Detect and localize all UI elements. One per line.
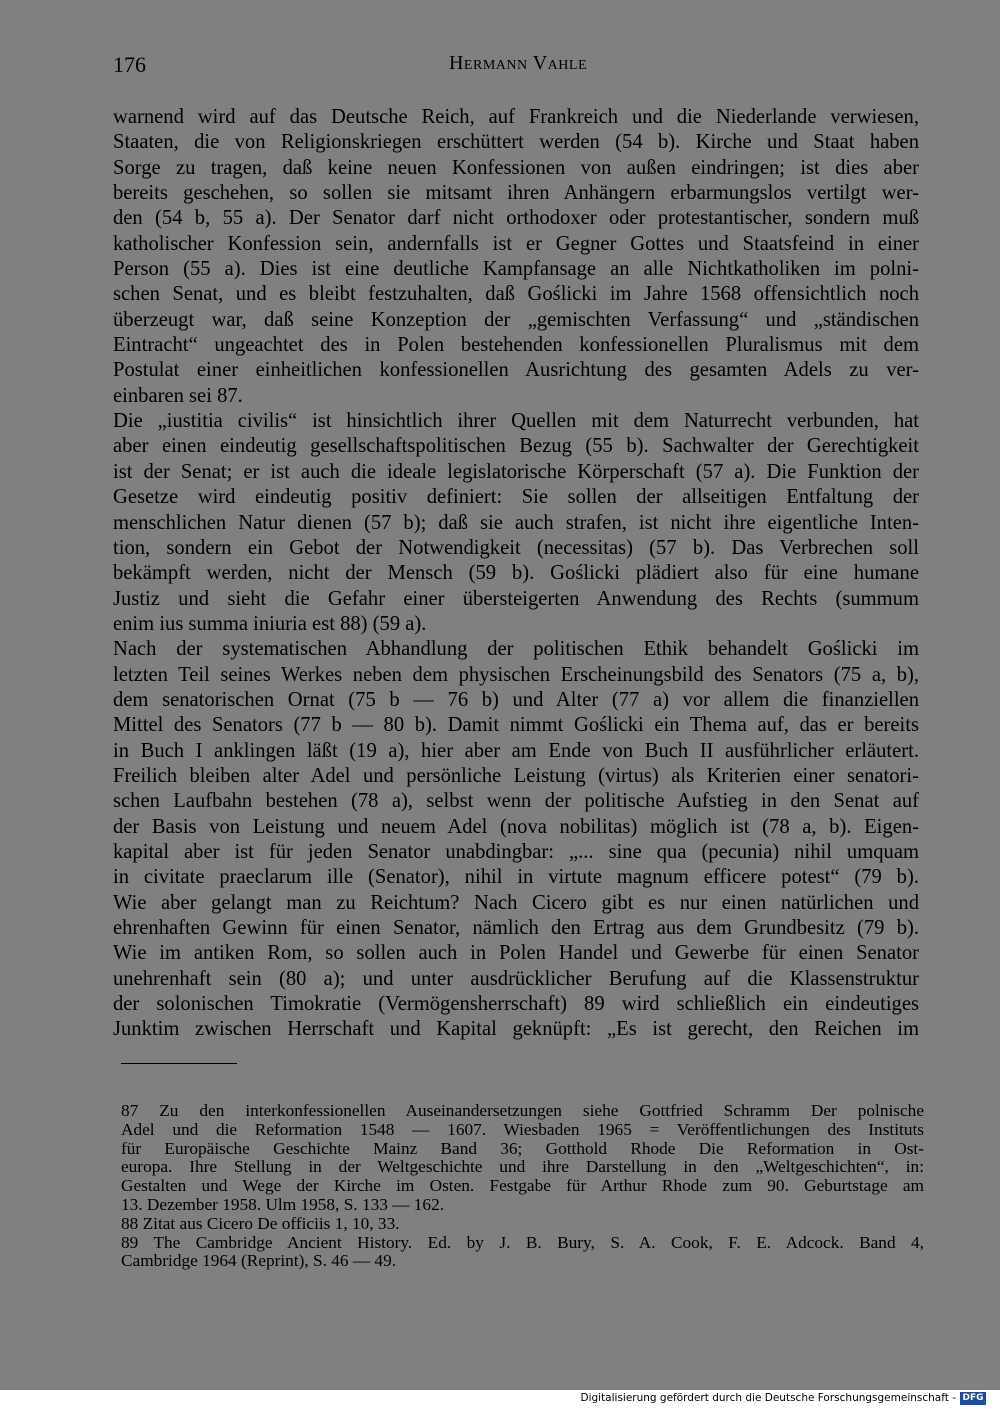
body-line: überzeugt war, daß seine Konzeption der „gemischten Verfassung“ und „ständischen xyxy=(113,308,919,331)
body-line: letzten Teil seines Werkes neben dem physischen Erscheinungsbild des Senators (75 a, b), xyxy=(113,663,919,686)
footnote-line: Gestalten und Wege der Kirche im Osten. Festgabe für Arthur Rhode zum 90. Geburtstage am xyxy=(121,1176,924,1196)
body-line: in Buch I anklingen läßt (19 a), hier aber am Ende von Buch II ausführlicher erläutert. xyxy=(113,739,919,762)
footnote-line: europa. Ihre Stellung in der Weltgeschichte und ihre Darstellung in den „Weltgeschichten“, in: xyxy=(121,1157,924,1177)
footnote-line: 88 Zitat aus Cicero De officiis 1, 10, 33. xyxy=(121,1213,400,1233)
body-line: warnend wird auf das Deutsche Reich, auf Frankreich und die Niederlande verwiesen, xyxy=(113,106,919,128)
footnote-line: Cambridge 1964 (Reprint), S. 46 — 49. xyxy=(121,1251,397,1271)
footnote-line: 13. Dezember 1958. Ulm 1958, S. 133 — 162. xyxy=(121,1194,445,1214)
body-line: einbaren sei 87. xyxy=(113,384,243,407)
footnote-line: 89 The Cambridge Ancient History. Ed. by J. B. Bury, S. A. Cook, F. E. Adcock. Band 4, xyxy=(121,1232,924,1252)
body-line: bekämpft werden, nicht der Mensch (59 b). Goślicki plädiert also für eine humane xyxy=(113,562,919,585)
body-line: Mittel des Senators (77 b — 80 b). Damit nimmt Goślicki ein Thema auf, das er bereits xyxy=(113,714,919,737)
body-line: Wie im antiken Rom, so sollen auch in Polen Handel und Gewerbe für einen Senator xyxy=(113,942,919,965)
body-line: menschlichen Natur dienen (57 b); daß sie auch strafen, ist nicht ihre eigentliche Inten- xyxy=(113,511,919,534)
footnote-line: für Europäische Geschichte Mainz Band 36; Gotthold Rhode Die Reformation in Ost- xyxy=(121,1138,924,1158)
body-line: unehrenhaft sein (80 a); und unter ausdrücklicher Berufung auf die Klassenstruktur xyxy=(113,967,919,990)
body-line: aber einen eindeutig gesellschaftspolitischen Bezug (55 b). Sachwalter der Gerechtigkeit xyxy=(113,435,919,458)
body-line: Justiz und sieht die Gefahr einer übersteigerten Anwendung des Rechts (summum xyxy=(113,587,919,610)
body-line: Die „iustitia civilis“ ist hinsichtlich ihrer Quellen mit dem Naturrecht verbunden, hat xyxy=(113,410,919,433)
body-line: tion, sondern ein Gebot der Notwendigkeit (necessitas) (57 b). Das Verbrechen soll xyxy=(113,536,919,559)
body-line: katholischer Konfession sein, andernfalls ist er Gegner Gottes und Staatsfeind in einer xyxy=(113,232,919,255)
digitization-credit: Digitalisierung gefördert durch die Deutsche Forschungsgemeinschaft - xyxy=(580,1392,956,1404)
page-header xyxy=(113,50,923,80)
body-line: der solonischen Timokratie (Vermögensherrschaft) 89 wird schließlich ein eindeutiges xyxy=(113,993,919,1016)
body-line: Gesetze wird eindeutig positiv definiert: Sie sollen der allseitigen Entfaltung der xyxy=(113,486,919,509)
page-number: 176 xyxy=(113,52,146,77)
footnote-line: Adel und die Reformation 1548 — 1607. Wiesbaden 1965 = Veröffentlichungen des Instituts xyxy=(121,1119,924,1139)
body-line: ist der Senat; er ist auch die ideale legislatorische Körperschaft (57 a). Die Funktion der xyxy=(113,460,919,483)
body-line: bereits geschehen, so sollen sie mitsamt ihren Anhängern erbarmungslos vertilgt wer- xyxy=(113,182,919,205)
body-line: Postulat einer einheitlichen konfessionellen Ausrichtung des gesamten Adels zu ver- xyxy=(113,359,919,382)
body-line: Freilich bleiben alter Adel und persönliche Leistung (virtus) als Kriterien einer senatori- xyxy=(113,764,919,787)
body-line: Sorge zu tragen, daß keine neuen Konfessionen von außen eindringen; ist dies aber xyxy=(113,156,919,179)
body-line: Nach der systematischen Abhandlung der politischen Ethik behandelt Goślicki im xyxy=(113,638,919,661)
footnote-line: 87 Zu den interkonfessionellen Auseinandersetzungen siehe Gottfried Schramm Der polnische xyxy=(121,1101,924,1120)
footnotes xyxy=(121,1102,924,1271)
body-line: Junktim zwischen Herrschaft und Kapital geknüpft: „Es ist gerecht, den Reichen im xyxy=(113,1018,919,1041)
body-line: ehrenhaften Gewinn für einen Senator, nämlich den Ertrag aus dem Grundbesitz (79 b). xyxy=(113,917,919,939)
body-line: schen Senat, und es bleibt festzuhalten, daß Goślicki im Jahre 1568 offensichtlich noch xyxy=(113,283,919,306)
body-line: Eintracht“ ungeachtet des in Polen bestehenden konfessionellen Pluralismus mit dem xyxy=(113,334,919,357)
body-line: schen Laufbahn bestehen (78 a), selbst wenn der politische Aufstieg in den Senat auf xyxy=(113,790,919,813)
footnote-separator xyxy=(121,1063,237,1064)
body-line: dem senatorischen Ornat (75 b — 76 b) und Alter (77 a) vor allem die finanziellen xyxy=(113,688,919,711)
body-line: Staaten, die von Religionskriegen erschüttert werden (54 b). Kirche und Staat haben xyxy=(113,131,919,154)
body-line: der Basis von Leistung und neuem Adel (nova nobilitas) möglich ist (78 a, b). Eigen- xyxy=(113,815,919,838)
running-head: Hermann Vahle xyxy=(448,52,588,74)
body-line: enim ius summa iniuria est 88) (59 a). xyxy=(113,612,427,635)
dfg-logo: DFG xyxy=(960,1392,986,1405)
body-line: in civitate praeclarum ille (Senator), nihil in virtute magnum efficere potest“ (79 b). xyxy=(113,866,919,889)
body-line: den (54 b, 55 a). Der Senator darf nicht orthodoxer oder protestantischer, sondern muß xyxy=(113,207,919,230)
body-line: Person (55 a). Dies ist eine deutliche Kampfansage an alle Nichtkatholiken im polni- xyxy=(113,258,919,281)
body-line: kapital aber ist für jeden Senator unabdingbar: „... sine qua (pecunia) nihil umquam xyxy=(113,840,919,863)
body-text xyxy=(113,105,919,1043)
body-line: Wie aber gelangt man zu Reichtum? Nach Cicero gibt es nur einen natürlichen und xyxy=(113,891,919,914)
